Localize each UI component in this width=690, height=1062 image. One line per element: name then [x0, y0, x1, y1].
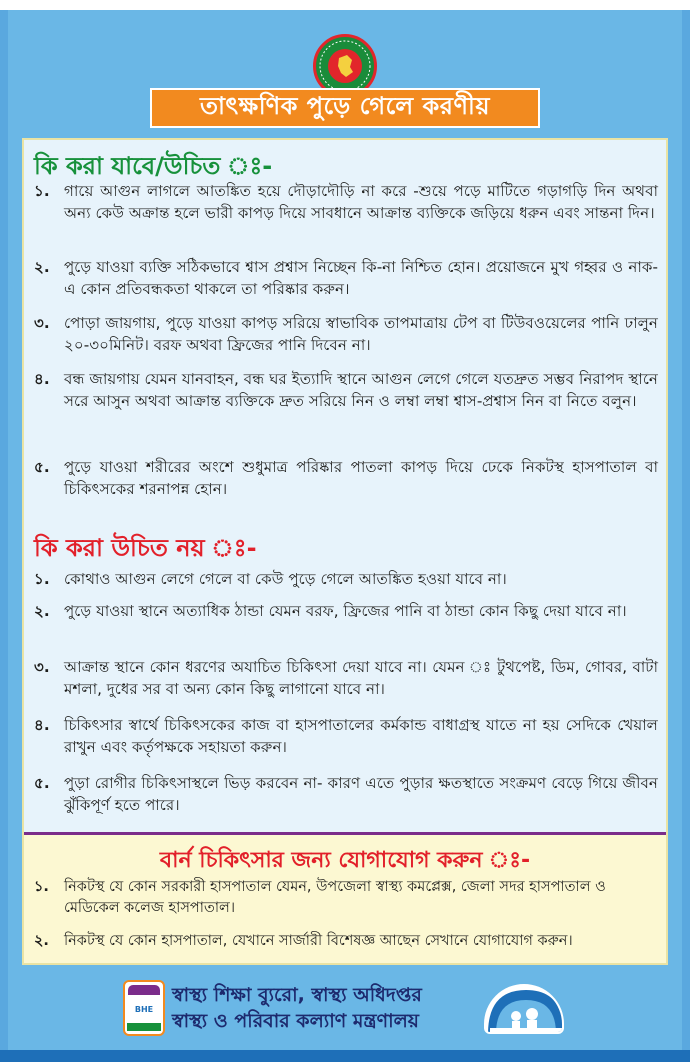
- logo-abbreviation: BHE: [134, 1004, 154, 1014]
- do-item-2: [34, 256, 658, 300]
- bottom-bar: [0, 1050, 690, 1062]
- bureau-health-education-logo-icon: [123, 980, 165, 1036]
- dont-item-number: ৩.: [34, 658, 50, 676]
- dont-item-text: পুড়া রোগীর চিকিৎসাস্থলে ভিড় করবেন না- কারণ এতে পুড়ার ক্ষতস্থাতে সংক্রমণ বেড়ে গিয়ে জীবন ঝুঁকিপূর্ণ হতে পারে।: [64, 774, 658, 814]
- instructions-area: [24, 140, 666, 832]
- do-item-text: বন্ধ জায়গায় যেমন যানবাহন, বন্ধ ঘর ইত্যাদি স্থানে আগুন লেগে গেলে যতদ্রুত সম্ভব নিরাপদ স্থানে সরে আসুন অথবা আক্রান্ত ব্যক্তিকে দ্রুত সরিয়ে নিন ও লম্বা লম্বা শ্বাস-প্রশ্বাস নিন বা নিতে বলুন।: [64, 370, 658, 410]
- do-item-4: [34, 368, 658, 412]
- do-item-3: [34, 312, 658, 356]
- do-item-number: ৫.: [34, 458, 50, 476]
- do-item-text: পুড়ে যাওয়া শরীরের অংশে শুধুমাত্র পরিষ্কার পাতলা কাপড় দিয়ে ঢেকে নিকটস্থ হাসপাতাল বা চিকিৎসকের শরনাপন্ন হোন।: [64, 458, 658, 498]
- do-section-heading: কি করা যাবে/উচিত ঃ-: [34, 152, 273, 180]
- do-item-1: [34, 180, 658, 224]
- contact-area: [24, 832, 666, 963]
- dont-item-4: [34, 714, 658, 758]
- do-item-text: পোড়া জায়গায়, পুড়ে যাওয়া কাপড় সরিয়ে স্বাভাবিক তাপমাত্রায় টেপ বা টিউবওয়েলের পানি ঢালুন ২০-৩০মিনিট। বরফ অথবা ফ্রিজের পানি দিবেন না।: [64, 314, 658, 354]
- dont-item-2: [34, 600, 658, 622]
- logo-base: [127, 1023, 161, 1031]
- contact-item-1: [34, 877, 658, 919]
- dont-item-text: পুড়ে যাওয়া স্থানে অত্যাধিক ঠান্ডা যেমন বরফ, ফ্রিজের পানি বা ঠান্ডা কোন কিছু দেয়া যাবে না।: [64, 602, 627, 620]
- dont-item-text: কোথাও আগুন লেগে গেলে বা কেউ পুড়ে গেলে আতঙ্কিত হওয়া যাবে না।: [64, 570, 507, 588]
- footer-line-2: স্বাস্থ্য ও পরিবার কল্যাণ মন্ত্রণালয়: [172, 1010, 419, 1032]
- page-title: তাৎক্ষণিক পুড়ে গেলে করণীয়: [150, 88, 540, 128]
- logo-cap: [128, 985, 160, 995]
- footer-line-1: স্বাস্থ্য শিক্ষা ব্যুরো, স্বাস্থ্য অধিদপ্তর: [172, 984, 422, 1006]
- do-item-number: ২.: [34, 258, 50, 276]
- dont-item-number: ১.: [34, 570, 50, 588]
- dont-item-number: ৫.: [34, 774, 50, 792]
- do-item-text: গায়ে আগুন লাগলে আতঙ্কিত হয়ে দৌড়াদৌড়ি না করে -শুয়ে পড়ে মাটিতে গড়াগড়ি দিন অথবা অন্য কেউ অক্রান্ত হলে ভারী কাপড় দিয়ে সাবধানে আক্রান্ত ব্যক্তিকে জড়িয়ে ধরুন এবং সান্তনা দিন।: [64, 182, 658, 222]
- do-item-number: ৩.: [34, 314, 50, 332]
- do-item-text: পুড়ে যাওয়া ব্যক্তি সঠিকভাবে শ্বাস প্রশ্বাস নিচ্ছেন কি-না নিশ্চিত হোন। প্রয়োজনে মুখ গহ্বর ও নাক-এ কোন প্রতিবন্ধকতা থাকলে তা পরিষ্কার করুন।: [64, 258, 658, 298]
- do-item-5: [34, 456, 658, 500]
- dont-item-3: [34, 656, 658, 700]
- contact-item-number: ১.: [34, 879, 49, 895]
- top-strip: [0, 0, 690, 10]
- dont-item-5: [34, 772, 658, 816]
- contact-item-number: ২.: [34, 933, 49, 949]
- contact-item-text: নিকটস্থ যে কোন সরকারী হাসপাতাল যেমন, উপজেলা স্বাস্থ্য কমপ্লেক্স, জেলা সদর হাসপাতাল ও মেডিকেল কলেজ হাসপাতাল।: [64, 879, 606, 916]
- do-item-number: ১.: [34, 182, 50, 200]
- dont-item-number: ৪.: [34, 716, 50, 734]
- footer-organization: [172, 982, 472, 1034]
- contact-item-text: নিকটস্থ যে কোন হাসপাতাল, যেখানে সার্জারী বিশেষজ্ঞ আছেন সেখানে যোগাযোগ করুন।: [64, 933, 573, 949]
- contact-item-2: [34, 931, 658, 952]
- do-item-number: ৪.: [34, 370, 50, 388]
- dont-item-1: [34, 568, 658, 590]
- dont-item-text: আক্রান্ত স্থানে কোন ধরণের অযাচিত চিকিৎসা দেয়া যাবে না। যেমন ঃ টুথপেষ্ট, ডিম, গোবর, বাটা মশলা, দুধের সর বা অন্য কোন কিছু লাগানো যাবে না।: [64, 658, 658, 698]
- dont-item-text: চিকিৎসার স্বার্থে চিকিৎসকের কাজ বা হাসপাতালের কর্মকান্ড বাধাগ্রস্থ যাতে না হয় সেদিকে খেয়াল রাখুন এবং কর্তৃপক্ষকে সহায়তা করুন।: [64, 716, 658, 756]
- dont-item-number: ২.: [34, 602, 50, 620]
- content-panel: [22, 138, 668, 965]
- dont-section-heading: কি করা উচিত নয় ঃ-: [34, 534, 257, 562]
- contact-section-heading: বার্ন চিকিৎসার জন্য যোগাযোগ করুন ঃ-: [159, 848, 531, 873]
